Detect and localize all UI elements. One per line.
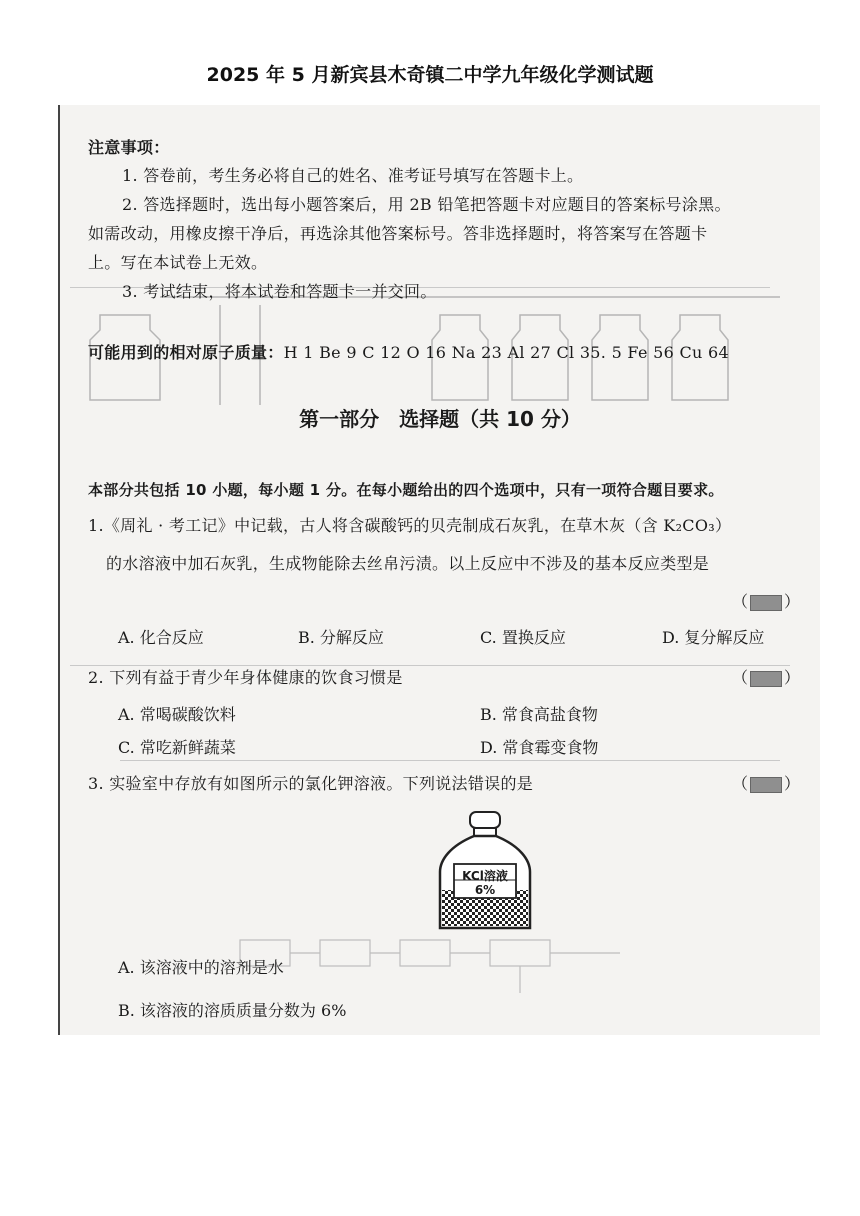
- q2-stem: 2. 下列有益于青少年身体健康的饮食习惯是: [88, 668, 403, 687]
- q2-option-c: C. 常吃新鲜蔬菜: [118, 738, 236, 757]
- notice-item-2-cont: 如需改动，用橡皮擦干净后，再选涂其他答案标号。答非选择题时，将答案写在答题卡: [88, 224, 708, 243]
- part1-title: 第一部分 选择题（共 10 分）: [299, 407, 581, 431]
- q1-stem-line1: 1.《周礼 · 考工记》中记载，古人将含碳酸钙的贝壳制成石灰乳，在草木灰（含 K₂CO₃）: [88, 516, 732, 535]
- notice-item-1: 1. 答卷前，考生务必将自己的姓名、准考证号填写在答题卡上。: [122, 166, 584, 185]
- scanned-exam-sheet: [58, 105, 820, 1035]
- notice-item-2-end: 上。写在本试卷上无效。: [88, 253, 268, 272]
- q2-option-b: B. 常食高盐食物: [480, 705, 598, 724]
- q2-option-d: D. 常食霉变食物: [480, 738, 599, 757]
- q1-option-c: C. 置换反应: [480, 628, 566, 647]
- bottle-label-concentration: 6%: [474, 883, 496, 897]
- q2-answer-slot: （ ）: [732, 668, 801, 687]
- q1-option-a: A. 化合反应: [118, 628, 204, 647]
- atomic-masses-values: H 1 Be 9 C 12 O 16 Na 23 Al 27 Cl 35. 5 Fe 56 Cu 64: [283, 343, 729, 362]
- bleed-line: [120, 760, 780, 761]
- atomic-masses: [88, 340, 729, 363]
- answer-box: [750, 671, 782, 687]
- part1-instructions: 本部分共包括 10 小题，每小题 1 分。在每小题给出的四个选项中，只有一项符合题目要求。: [88, 481, 724, 499]
- bottle-label-solution: KCl溶液: [462, 869, 508, 883]
- notice-item-3: 3. 考试结束，将本试卷和答题卡一并交回。: [122, 282, 437, 301]
- q1-option-d: D. 复分解反应: [662, 628, 765, 647]
- page-title: 2025 年 5 月新宾县木奇镇二中学九年级化学测试题: [206, 64, 654, 86]
- q1-answer-slot: （ ）: [732, 592, 801, 611]
- atomic-masses-label: 可能用到的相对原子质量：: [88, 343, 284, 362]
- q1-option-b: B. 分解反应: [298, 628, 384, 647]
- answer-box: [750, 595, 782, 611]
- q2-option-a: A. 常喝碳酸饮料: [118, 705, 236, 724]
- notice-item-2: 2. 答选择题时，选出每小题答案后，用 2B 铅笔把答题卡对应题目的答案标号涂黑。: [122, 195, 731, 214]
- q3-stem: 3. 实验室中存放有如图所示的氯化钾溶液。下列说法错误的是: [88, 774, 534, 793]
- q3-option-a: A. 该溶液中的溶剂是水: [118, 958, 284, 977]
- q3-answer-slot: （ ）: [732, 774, 801, 793]
- answer-box: [750, 777, 782, 793]
- q3-option-b: B. 该溶液的溶质质量分数为 6%: [118, 1001, 347, 1020]
- q1-stem-line2: 的水溶液中加石灰乳，生成物能除去丝帛污渍。以上反应中不涉及的基本反应类型是: [106, 554, 710, 573]
- notice-heading: 注意事项：: [88, 138, 170, 157]
